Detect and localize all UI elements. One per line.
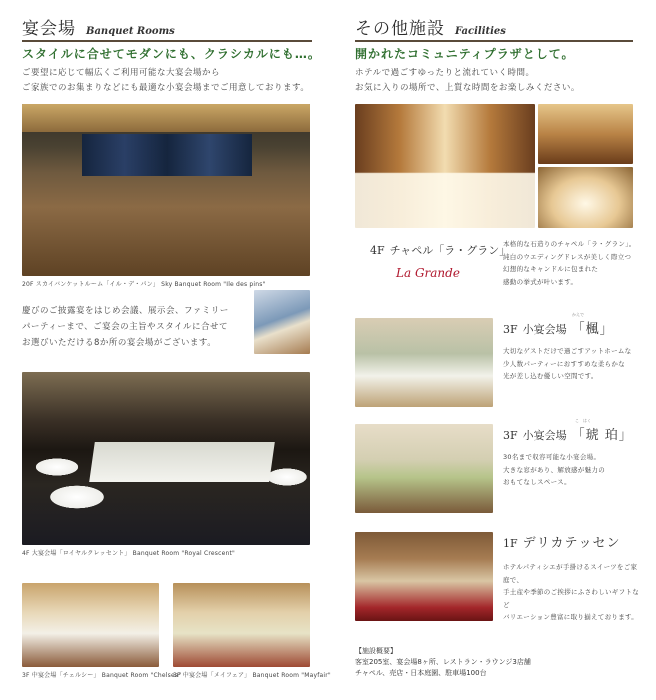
kaede-photo xyxy=(355,318,493,407)
facilities-intro xyxy=(355,66,635,96)
royal-crescent-caption: 4F 大宴会場「ロイヤルクレッセント」 Banquet Room "Royal Crescent" xyxy=(22,550,235,557)
facilities-intro-line: お気に入りの場所で、上質な時間をお楽しみください。 xyxy=(355,83,580,93)
deli-text-line: ホテルパティシエが手掛けるスイーツをご家庭で、 xyxy=(503,563,638,584)
kaede-text-line: 少人数パーティーにおすすめな柔らかな xyxy=(503,359,625,368)
mayfair-caption: 3F 中宴会場「メイフェア」 Banquet Room "Mayfair" xyxy=(173,672,331,679)
kohaku-kind: 小宴会場 xyxy=(522,429,567,442)
kohaku-floor: 3F xyxy=(503,429,518,442)
kaede-ruby: かえで xyxy=(572,312,584,317)
deli-title xyxy=(503,532,621,551)
kaede-floor: 3F xyxy=(503,323,518,336)
facilities-tagline: 開かれたコミュニティプラザとして。 xyxy=(355,47,575,61)
facilities-title-en: Facilities xyxy=(455,26,506,37)
kohaku-ruby: こ はく xyxy=(575,418,591,423)
facility-summary-line: 客室205室、宴会場8ヶ所、レストラン・ラウンジ3店舗 xyxy=(355,658,531,666)
chelsea-caption: 3F 中宴会場「チェルシー」 Banquet Room "Chelsea" xyxy=(22,672,182,679)
chapel-label: チャペル「ラ・グラン」 xyxy=(389,244,511,257)
chapel-text-line: 幻想的なキャンドルに包まれた xyxy=(503,265,599,273)
kaede-text-line: 大切なゲストだけで過ごすアットホームな xyxy=(503,347,632,355)
chapel-text xyxy=(503,238,638,288)
deli-floor: 1F xyxy=(503,537,518,550)
facility-summary xyxy=(355,646,635,679)
buffet-detail-photo xyxy=(254,290,310,354)
banquet-mid-line: 慶びのご披露宴をはじめ会議、展示会、ファミリー xyxy=(22,306,229,316)
banquet-tagline: スタイルに合せてモダンにも、クラシカルにも…。 xyxy=(22,47,321,61)
banquet-mid-text xyxy=(22,303,252,351)
chapel-text-line: 感動の挙式が叶います。 xyxy=(503,277,578,286)
kaede-text xyxy=(503,345,638,383)
chapel-main-photo xyxy=(355,104,535,228)
facilities-title-rule xyxy=(355,40,633,42)
chelsea-photo xyxy=(22,583,159,667)
deli-text-line: 手土産や季節のご挨拶にふさわしいギフトなど xyxy=(503,588,639,609)
kohaku-title xyxy=(503,418,633,443)
banquet-title-rule xyxy=(22,40,312,42)
chapel-bible-photo xyxy=(538,167,633,228)
chapel-floor: 4F xyxy=(370,244,385,257)
sky-banquet-photo xyxy=(22,104,310,276)
facilities-title-jp: その他施設 xyxy=(355,19,445,39)
chapel-text-line: 純白のウエディングドレスが美しく際立つ xyxy=(503,252,632,261)
kaede-name: 「楓」 xyxy=(571,322,614,337)
photo-ceiling xyxy=(22,104,310,132)
kohaku-text-line: 大きな窓があり、解放感が魅力の xyxy=(503,465,605,474)
photo-buffet-table xyxy=(89,442,275,482)
kaede-text-line: 光が差し込む優しい空間です。 xyxy=(503,372,598,380)
chapel-title xyxy=(370,242,510,258)
banquet-intro-line: ご家族でのお集まりなどにも最適な小宴会場までご用意しております。 xyxy=(22,83,310,93)
royal-crescent-photo xyxy=(22,372,310,545)
banquet-section-title xyxy=(22,14,175,40)
chapel-altar-photo xyxy=(538,104,633,164)
kohaku-text xyxy=(503,451,638,489)
banquet-title-jp: 宴会場 xyxy=(22,19,76,39)
photo-window-view xyxy=(82,134,252,176)
deli-text-line: バリエーション豊富に取り揃えております。 xyxy=(503,613,639,621)
facilities-intro-line: ホテルで過ごすゆったりと流れていく時間。 xyxy=(355,68,535,78)
delicatessen-photo xyxy=(355,532,493,621)
deli-name: デリカテッセン xyxy=(522,536,621,551)
kaede-kind: 小宴会場 xyxy=(522,323,567,336)
kohaku-text-line: おもてなしスペース。 xyxy=(503,478,571,486)
banquet-title-en: Banquet Rooms xyxy=(86,26,175,37)
facility-summary-heading: 【施設概要】 xyxy=(355,647,397,655)
sky-banquet-caption: 20F スカイバンケットルーム「イル・デ・パン」 Sky Banquet Room "Ile des pins" xyxy=(22,281,266,288)
mayfair-photo xyxy=(173,583,310,667)
chapel-text-line: 本格的な石造りのチャペル「ラ・グラン」。 xyxy=(503,240,636,248)
banquet-intro-line: ご要望に応じて幅広くご利用可能な大宴会場から xyxy=(22,68,221,78)
kohaku-name: 「琥 珀」 xyxy=(571,428,633,443)
kaede-title xyxy=(503,312,614,337)
kohaku-photo xyxy=(355,424,493,513)
banquet-mid-line: お選びいただける8か所の宴会場がございます。 xyxy=(22,338,217,348)
banquet-intro xyxy=(22,66,312,96)
la-grande-logo: La Grande xyxy=(396,266,460,280)
facilities-section-title xyxy=(355,14,506,40)
deli-text xyxy=(503,561,643,624)
banquet-mid-line: パーティーまで、ご宴会の主旨やスタイルに合せて xyxy=(22,322,228,332)
kohaku-text-line: 30名まで収容可能な小宴会場。 xyxy=(503,453,601,461)
facility-summary-line: チャペル、売店・日本庭園、駐車場100台 xyxy=(355,669,487,677)
